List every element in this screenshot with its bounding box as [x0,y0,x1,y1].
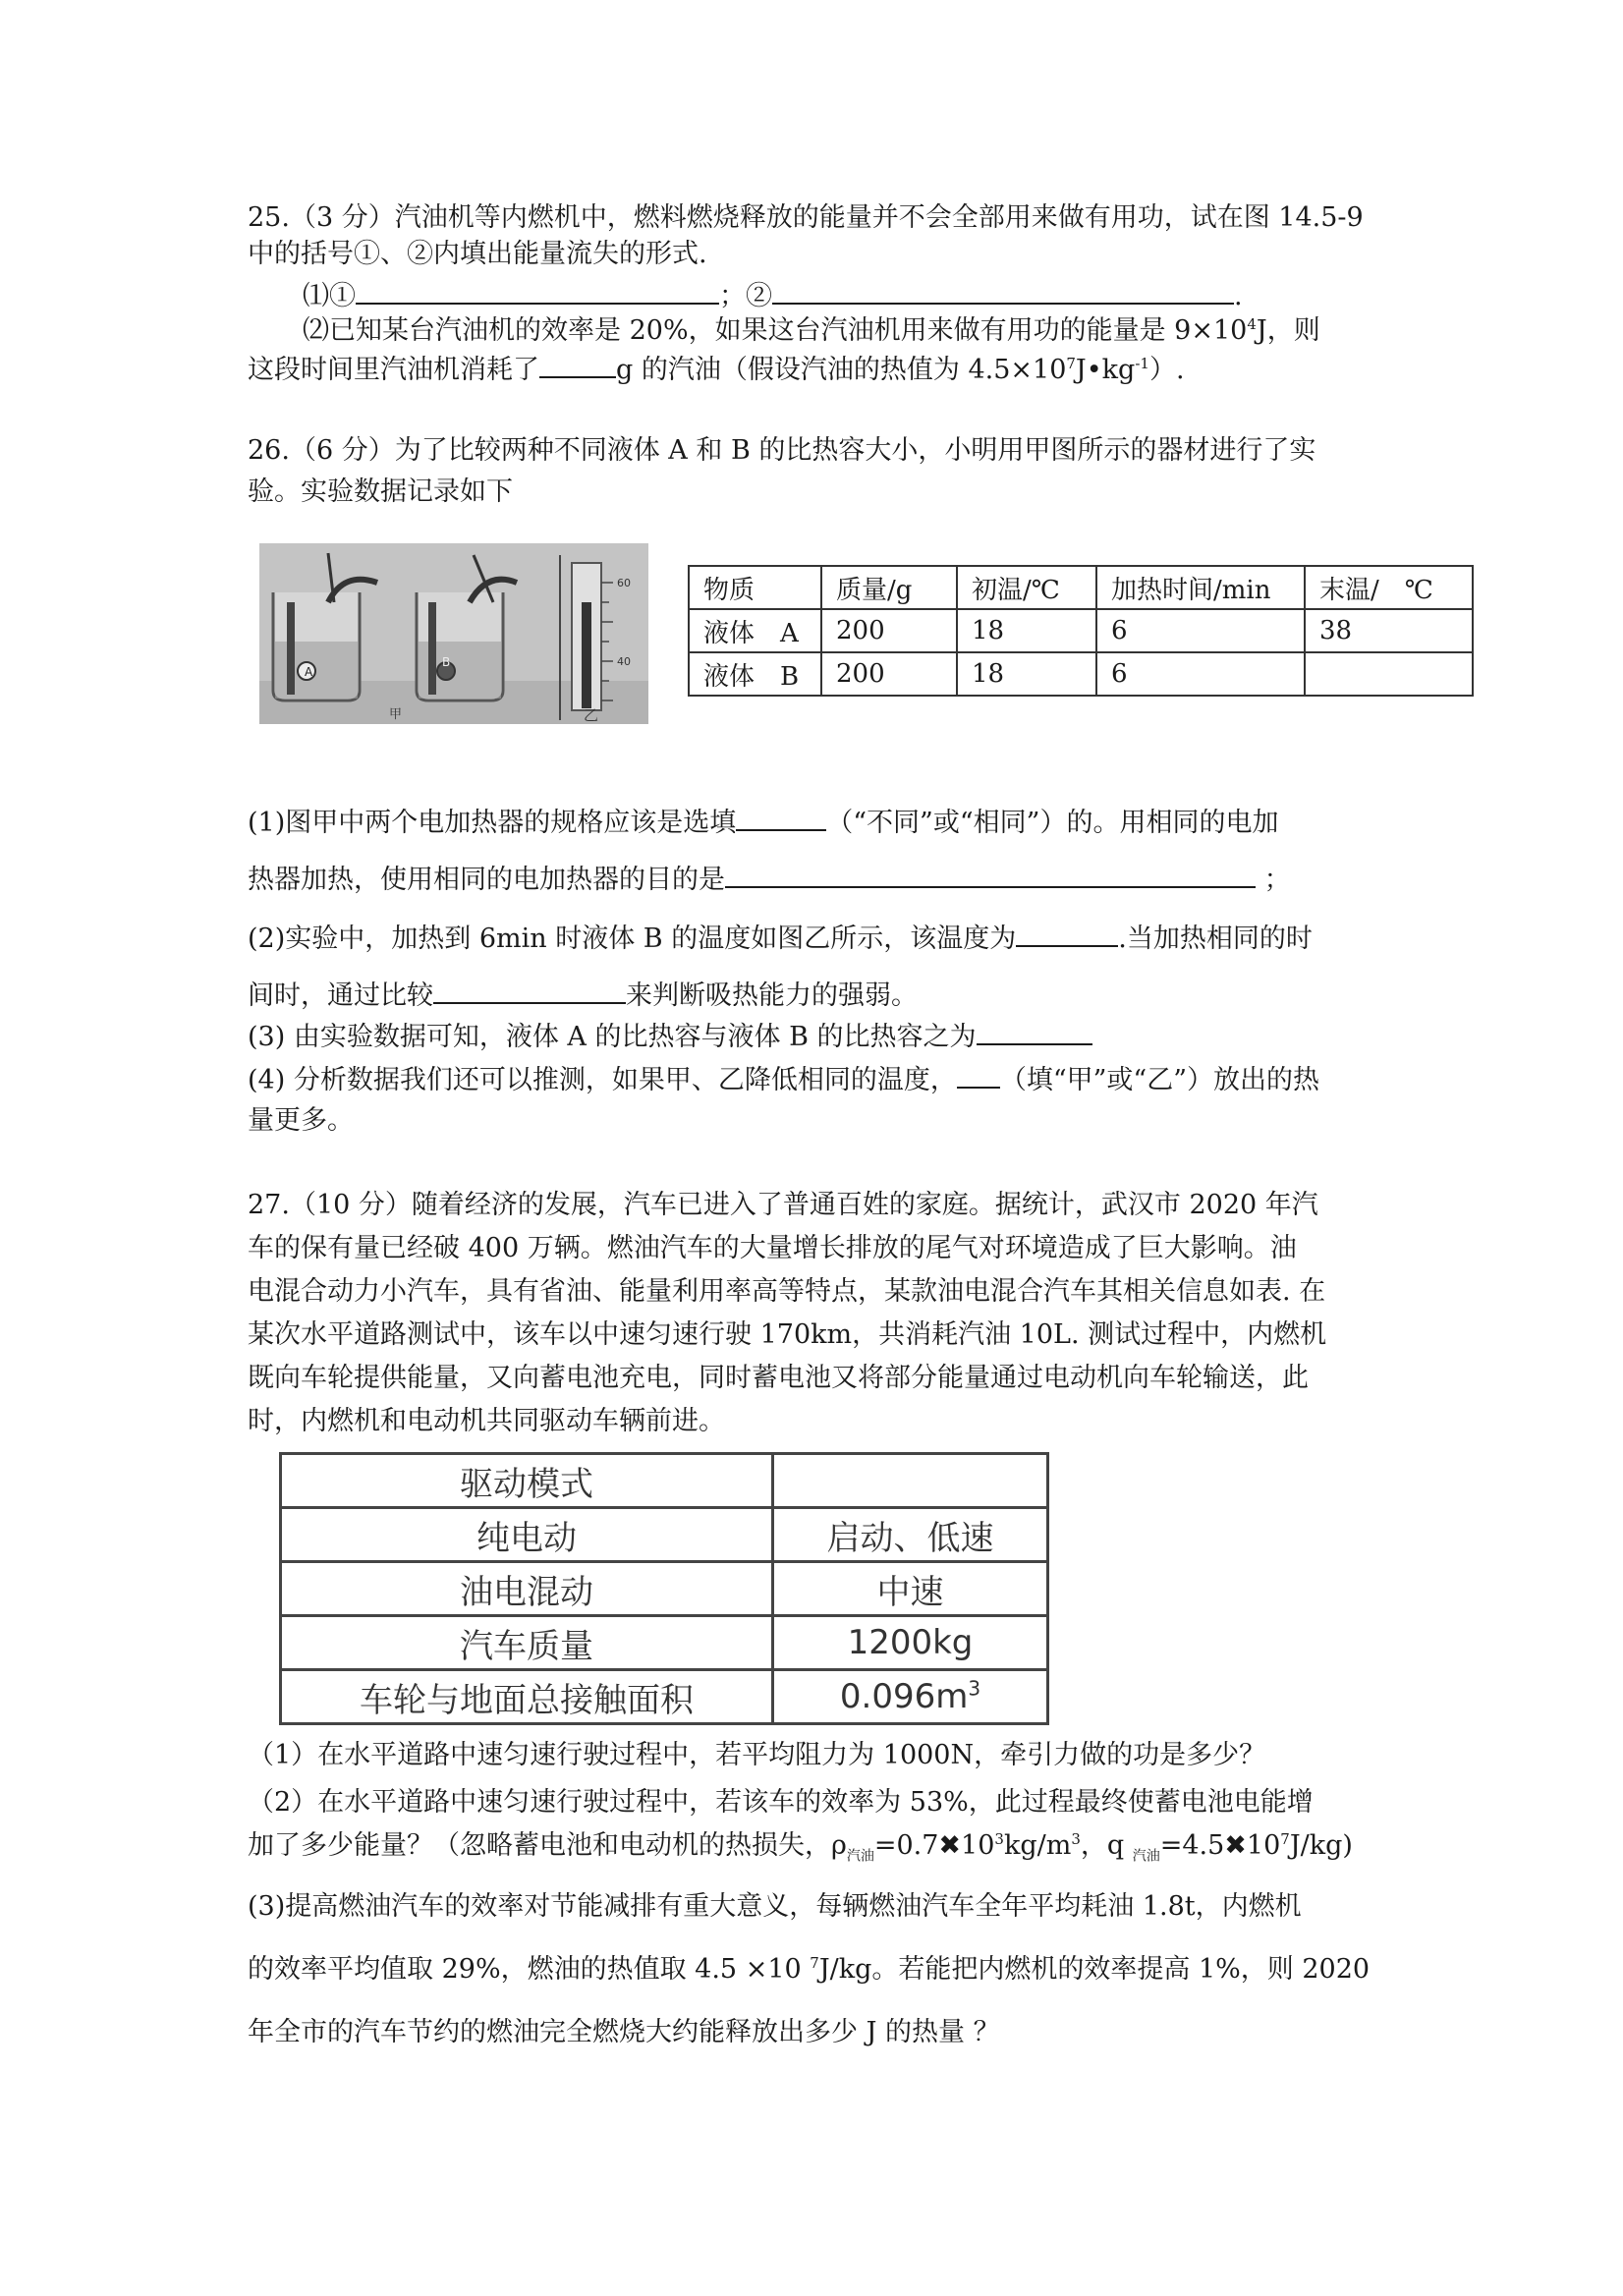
q27-s2-line1: （2）在水平道路中速匀速行驶过程中，若该车的效率为 53%，此过程最终使蓄电池电能增 [248,1787,1314,1818]
q25-part2-line1 [303,314,1320,348]
q25-part2-exp3: -1 [1135,355,1149,372]
table-cell: 液体 A [689,609,821,652]
photo-label-40: 40 [617,655,631,668]
q27-s3-line2 [248,1953,1370,1987]
q27-s2-text-c: =0.7✖10 [873,1830,995,1861]
q27-s2-sup2: 3 [1071,1830,1081,1848]
photo-label-60: 60 [617,577,631,589]
table-cell: 中速 [773,1562,1048,1616]
table-header-cell: 加热时间/min [1096,566,1305,609]
q26-s3 [248,1018,1092,1054]
q26-s4-line2: 量更多。 [248,1105,354,1136]
table-cell: 纯电动 [281,1508,773,1562]
table-cell [1305,652,1473,696]
q26-s4-line1 [248,1061,1319,1097]
q27-s2-sub2: 汽油 [1132,1848,1160,1865]
table-cell: 38 [1305,609,1473,652]
q26-s3-text: (3) 由实验数据可知，液体 A 的比热容与液体 B 的比热容之为 [248,1022,977,1052]
q25-part2-text-c: 这段时间里汽油机消耗了 [248,355,539,385]
q26-s2-text-c: 间时，通过比较 [248,980,433,1011]
q25-part2-text-d: g 的汽油（假设汽油的热值为 4.5×10 [616,355,1067,385]
q26-blank-4 [433,977,626,1004]
table-cell: 6 [1096,652,1305,696]
q26-s2-line1 [248,920,1313,956]
q25-part1 [303,277,1243,313]
q25-part2-exp: 4 [1247,315,1257,333]
table-row [281,1616,1048,1670]
q25-blank-1 [356,277,719,305]
q27-s3-text-b: 的效率平均值取 29%，燃油的热值取 4.5 ×10 [248,1954,811,1985]
table-row [281,1670,1048,1724]
q27-s2-text-d: kg/m [1003,1830,1072,1861]
q26-blank-2 [725,861,1256,888]
q26-blank-6 [957,1061,1000,1089]
table-row [281,1508,1048,1562]
q27-s3-text-c: J/kg。若能把内燃机的效率提高 1%，则 2020 [818,1954,1371,1985]
q26-s2-text-b: .当加热相同的时 [1118,924,1313,954]
q27-line-2: 车的保有量已经破 400 万辆。燃油汽车的大量增长排放的尾气对环境造成了巨大影响。油 [248,1233,1297,1263]
table-cell [773,1454,1048,1508]
q26-data-table [688,565,1474,697]
q26-s4-text-b: （填“甲”或“乙”）放出的热 [999,1065,1320,1095]
q25-part2-exp2: 7 [1066,355,1076,372]
q26-s1-line1 [248,804,1278,840]
table-cell: 油电混动 [281,1562,773,1616]
q25-part2-text-b: J，则 [1256,315,1320,346]
q26-s1-text-b: （“不同”或“相同”）的。用相同的电加 [826,808,1279,838]
table-cell: 液体 B [689,652,821,696]
table-row [689,652,1473,696]
table-cell: 200 [821,652,957,696]
q25-part2-text-f: ）. [1148,355,1185,385]
experiment-photo [259,543,648,724]
q25-blank-3 [539,351,616,378]
table-header-cell: 质量/g [821,566,957,609]
table-cell: 6 [1096,609,1305,652]
table-cell: 18 [957,652,1096,696]
table-header-row [689,566,1473,609]
q26-s2-text-d: 来判断吸热能力的强弱。 [626,980,918,1011]
q26-s1-text-c: 热器加热，使用相同的电加热器的目的是 [248,865,725,895]
table-row [281,1562,1048,1616]
q27-s2-text-e: ，q [1080,1830,1133,1861]
area-unit-exponent: 3 [968,1676,981,1701]
table-cell-area [773,1670,1048,1724]
q27-line-1: 27.（10 分）随着经济的发展，汽车已进入了普通百姓的家庭。据统计，武汉市 2020 年汽 [248,1190,1318,1220]
table-cell: 200 [821,609,957,652]
q27-s2-line2 [248,1829,1353,1863]
table-cell: 汽车质量 [281,1616,773,1670]
area-value: 0.096m [839,1677,969,1716]
q26-s1-text-a: (1)图甲中两个电加热器的规格应该是选填 [248,808,737,838]
table-row [689,609,1473,652]
q27-s2-text-b: 加了多少能量？（忽略蓄电池和电动机的热损失，ρ [248,1830,847,1861]
q27-s2-sup1: 3 [994,1830,1004,1848]
photo-label-jia: 甲 [389,707,403,722]
q25-part1-end: . [1234,281,1243,311]
table-cell: 1200kg [773,1616,1048,1670]
q26-line1: 26.（6 分）为了比较两种不同液体 A 和 B 的比热容大小，小明用甲图所示的器材进行了实 [248,435,1316,466]
q27-line-4: 某次水平道路测试中，该车以中速匀速行驶 170km，共消耗汽油 10L. 测试过程中，内燃机 [248,1319,1327,1350]
q25-part2-text-a: ⑵已知某台汽油机的效率是 20%，如果这台汽油机用来做有用功的能量是 9×10 [303,315,1248,346]
photo-label-yi: 乙 [584,706,599,724]
q27-vehicle-table [279,1452,1049,1725]
q27-line-5: 既向车轮提供能量，又向蓄电池充电，同时蓄电池又将部分能量通过电动机向车轮输送，此 [248,1363,1309,1393]
table-row [281,1454,1048,1508]
q27-line-3: 电混合动力小汽车，具有省油、能量利用率高等特点，某款油电混合汽车其相关信息如表. 在 [248,1276,1326,1307]
q27-s2-text-f: =4.5✖10 [1159,1830,1281,1861]
q27-s1: （1）在水平道路中速匀速行驶过程中，若平均阻力为 1000N，牵引力做的功是多少？ [248,1740,1266,1770]
q26-blank-1 [736,804,826,831]
q26-blank-5 [977,1018,1092,1045]
q27-s2-sup3: 7 [1280,1830,1290,1848]
q27-s3-sup: 7 [810,1954,819,1972]
q25-part1-sep: ；② [719,281,772,311]
q25-part2-line2 [248,351,1185,387]
q26-s1-line2 [248,861,1291,897]
q26-blank-3 [1016,920,1118,947]
table-cell: 18 [957,609,1096,652]
q25-part2-text-e: J•kg [1075,355,1136,385]
q27-s2-sub1: 汽油 [846,1848,874,1865]
q27-s3-line3: 年全市的汽车节约的燃油完全燃烧大约能释放出多少 J 的热量 ？ [248,2017,1000,2047]
table-cell: 车轮与地面总接触面积 [281,1670,773,1724]
q27-line-6: 时，内燃机和电动机共同驱动车辆前进。 [248,1406,725,1436]
q27-s3-line1: (3)提高燃油汽车的效率对节能减排有重大意义，每辆燃油汽车全年平均耗油 1.8t，内燃机 [248,1891,1302,1922]
table-cell: 驱动模式 [281,1454,773,1508]
table-header-cell: 初温/℃ [957,566,1096,609]
q25-blank-2 [772,277,1234,305]
table-header-cell: 物质 [689,566,821,609]
q26-s1-text-d: ； [1263,865,1291,895]
beakers-thermometer-illustration [259,543,648,724]
table-header-cell: 末温/ ℃ [1305,566,1473,609]
q25-line1: 25.（3 分）汽油机等内燃机中，燃料燃烧释放的能量并不会全部用来做有用功，试在图 14.5-9 [248,202,1364,233]
q25-line2: 中的括号①、②内填出能量流失的形式. [248,239,707,269]
q26-line2: 验。实验数据记录如下 [248,476,513,507]
q26-s2-text-a: (2)实验中，加热到 6min 时液体 B 的温度如图乙所示，该温度为 [248,924,1017,954]
q26-s4-text-a: (4) 分析数据我们还可以推测，如果甲、乙降低相同的温度， [248,1065,957,1095]
q26-s2-line2 [248,977,918,1013]
q27-s2-text-g: J/kg) [1289,1830,1353,1861]
photo-label-b: B [442,655,451,669]
photo-label-a: A [305,665,313,679]
q25-part1-label: ⑴① [303,281,356,311]
table-cell: 启动、低速 [773,1508,1048,1562]
